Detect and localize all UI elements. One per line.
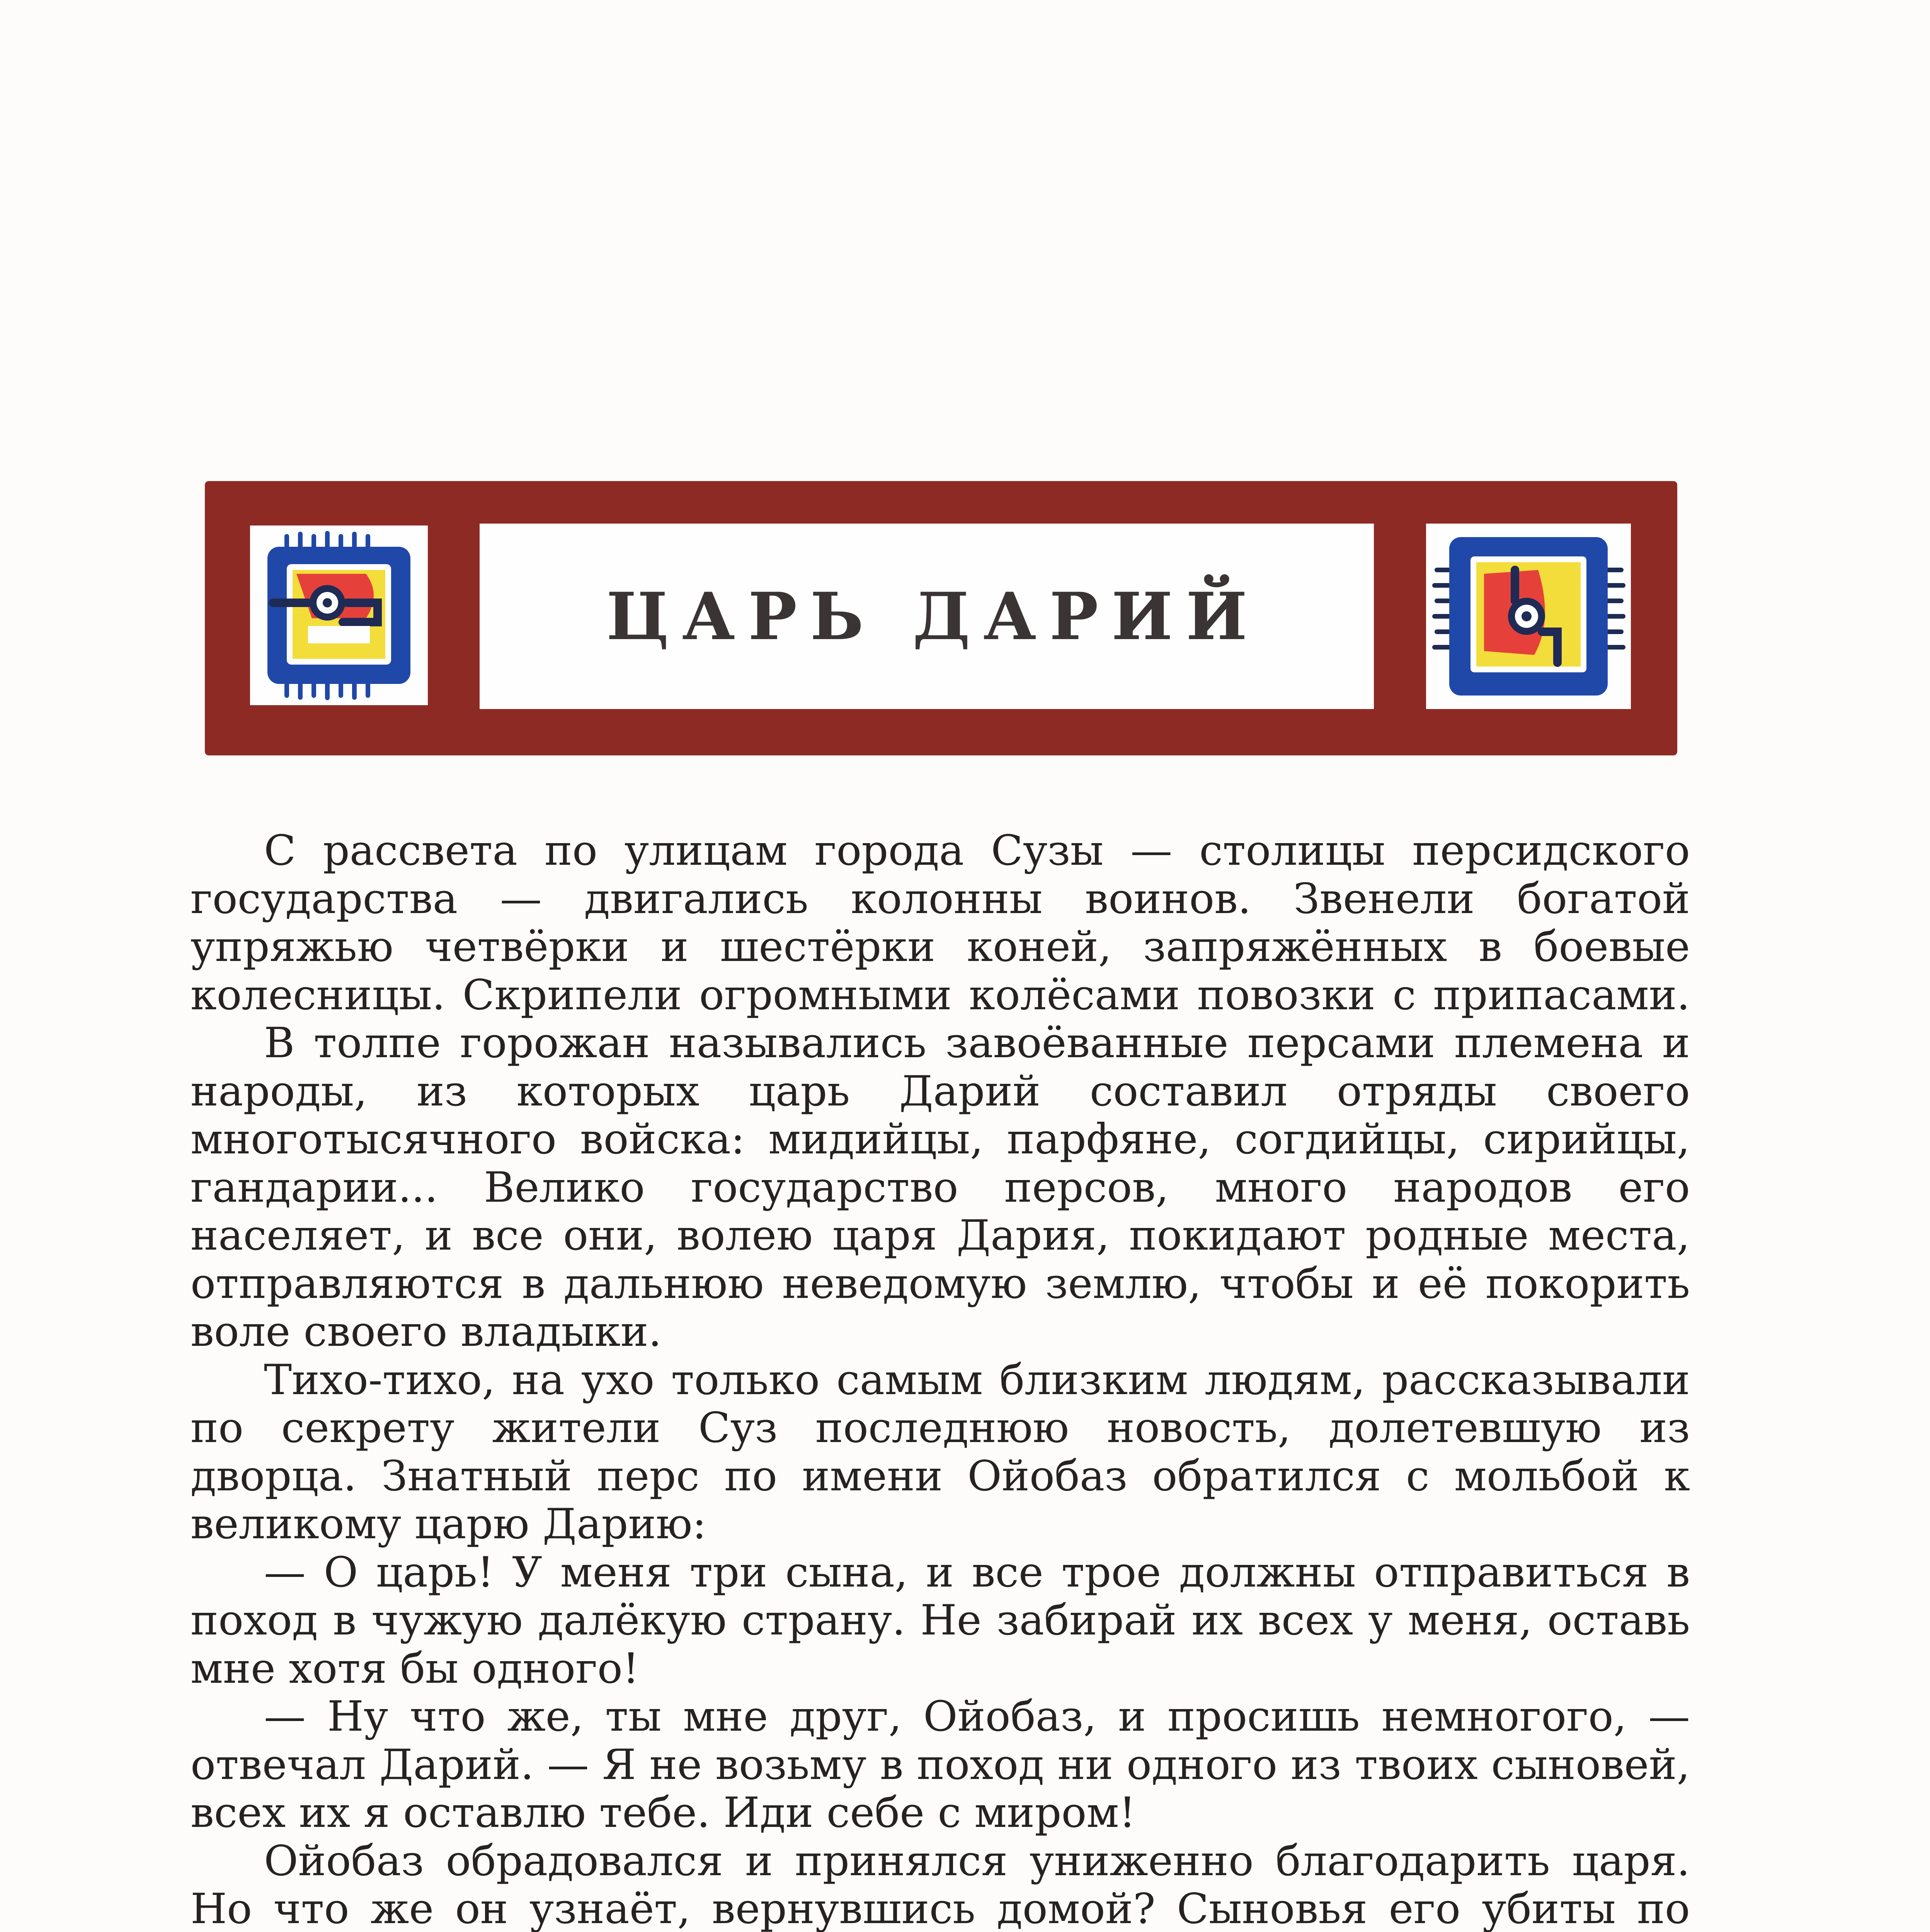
chapter-title-banner (205, 481, 1677, 755)
paragraph: Тихо-тихо, на ухо только самым близким людям, рассказывали по секрету жители Суз последнюю новость, долетевшую из дворца. Знатный перс по имени Ойобаз обратился с мольбой к великому царю Дарию: (191, 1355, 1690, 1548)
paragraph: С рассвета по улицам города Сузы — столицы персидского государства — двигались колонны воинов. Звенели богатой упряжью четвёрки и шестёрки коней, запряжённых в боевые колесницы. Скрипели огромными колёсами повозки с припасами. (191, 827, 1690, 1019)
sun-eye-emblem-right-icon (1426, 524, 1631, 709)
paragraph: В толпе горожан назывались завоёванные персами племена и народы, из которых царь Дарий составил отряды своего многотысячного войска: мидийцы, парфяне, согдийцы, сирийцы, гандарии... Велико государство персов, много народов его населяет, и все они, волею царя Дария, покидают родные места, отправляются в дальнюю неведомую землю, чтобы и её покорить воле своего владыки. (191, 1019, 1690, 1356)
paragraph: Ойобаз обрадовался и принялся униженно благодарить царя. Но что же он узнаёт, вернувшись домой? Сыновья его убиты по (191, 1837, 1690, 1932)
chapter-title: ЦАРЬ ДАРИЙ (606, 578, 1261, 655)
paragraph: — О царь! У меня три сына, и все трое должны отправиться в поход в чужую далёкую страну. Не забирай их всех у меня, оставь мне хотя бы одного! (191, 1548, 1690, 1693)
right-ornament-panel (1426, 524, 1631, 709)
left-ornament-panel (250, 526, 428, 705)
title-panel (480, 524, 1374, 709)
paragraph: — Ну что же, ты мне друг, Ойобаз, и просишь немногого, — отвечал Дарий. — Я не возьму в поход ни одного из твоих сыновей, всех их я оставлю тебе. Иди себе с миром! (191, 1692, 1690, 1837)
chapter-body-text (191, 827, 1690, 1932)
sun-eye-emblem-left-icon (250, 526, 428, 705)
